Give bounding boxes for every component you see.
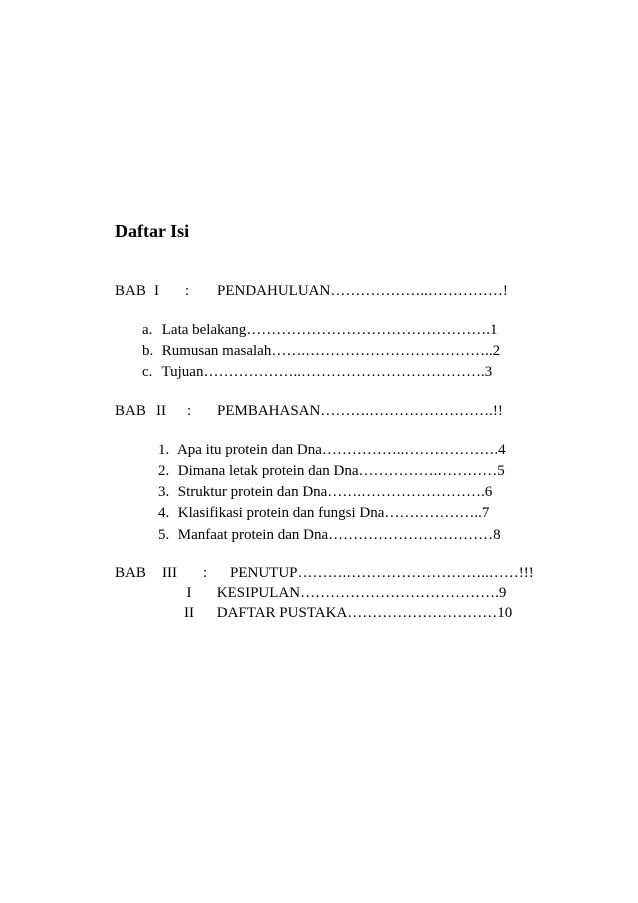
bab-3-label: BAB	[115, 565, 146, 581]
item-marker: II	[184, 605, 194, 621]
toc-item	[177, 604, 512, 622]
item-marker: c.	[142, 364, 153, 380]
toc-item	[177, 584, 506, 602]
item-marker: I	[186, 585, 192, 601]
bab-1-number: I	[154, 283, 159, 299]
bab-2-title: PEMBAHASAN……….…………………….!!	[217, 403, 503, 419]
toc-item	[158, 441, 506, 459]
bab-3-colon: :	[203, 565, 208, 581]
item-text: Klasifikasi protein dan fungsi Dna………………..7	[177, 505, 490, 521]
item-marker: a.	[142, 322, 153, 338]
item-text: Manfaat protein dan Dna……………………………8	[177, 527, 501, 543]
toc-item	[142, 321, 498, 339]
bab-2-number: II	[156, 403, 166, 419]
bab-2-label: BAB	[115, 403, 146, 419]
item-text: Dimana letak protein dan Dna…………….…………5	[177, 463, 505, 479]
item-text: KESIPULAN………………………………….9	[216, 585, 507, 601]
item-marker: b.	[142, 343, 154, 359]
item-text: Lata belakang………………………………………….1	[161, 322, 498, 338]
toc-item	[158, 526, 501, 544]
toc-item	[158, 462, 505, 480]
item-marker: 5.	[158, 527, 170, 543]
bab-2-colon: :	[187, 403, 192, 419]
bab-1-title: PENDAHULUAN………………..……………!	[217, 283, 508, 299]
toc-item	[158, 504, 489, 522]
bab-1-colon: :	[185, 283, 190, 299]
toc-item	[158, 483, 492, 501]
toc-item	[142, 363, 492, 381]
toc-item	[142, 342, 500, 360]
bab-3-number: III	[162, 565, 177, 581]
item-marker: 1.	[158, 442, 170, 458]
item-text: Apa itu protein dan Dna……………..……………….4	[176, 442, 506, 458]
item-marker: 3.	[158, 484, 170, 500]
item-marker: 4.	[158, 505, 170, 521]
page-title: Daftar Isi	[115, 221, 190, 241]
item-text: Tujuan………………..……………………………….3	[161, 364, 493, 380]
item-text: Struktur protein dan Dna…….…………………….6	[177, 484, 493, 500]
bab-1-label: BAB	[115, 283, 146, 299]
item-text: DAFTAR PUSTAKA…………………………10	[216, 605, 513, 621]
bab-3-title: PENUTUP……….………………………..……!!!	[230, 565, 534, 581]
item-marker: 2.	[158, 463, 170, 479]
item-text: Rumusan masalah…….………………………………..2	[161, 343, 501, 359]
